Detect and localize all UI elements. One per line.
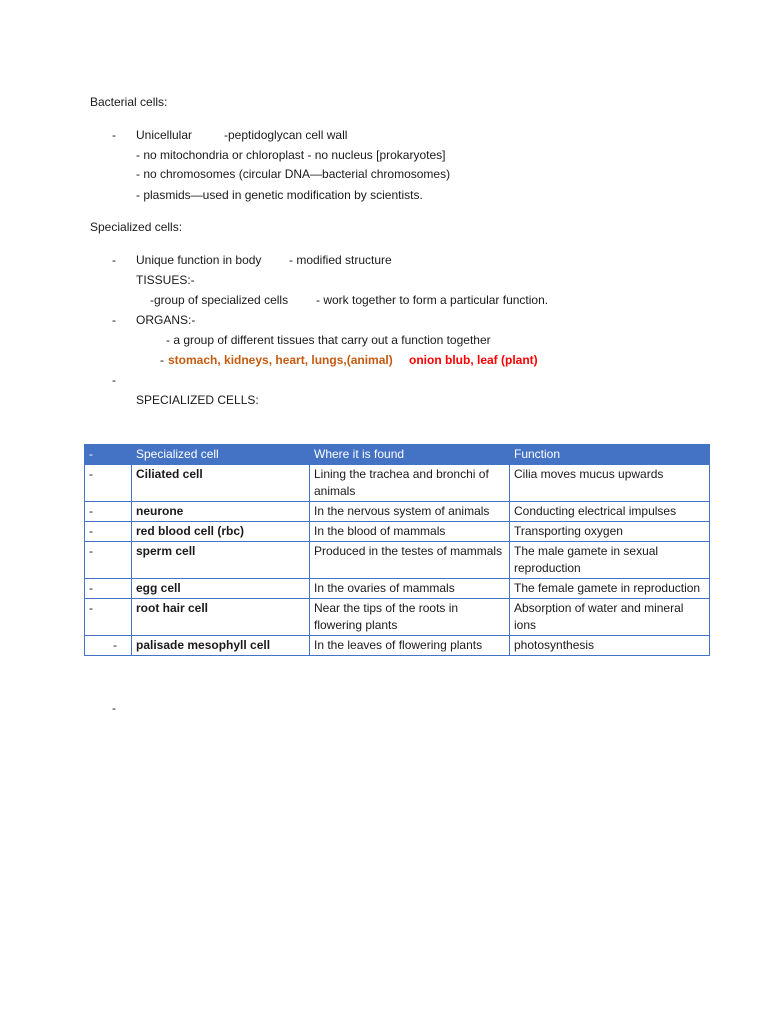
table-row [85, 579, 710, 599]
row-dash: - [85, 465, 132, 502]
table-row [85, 522, 710, 542]
bacterial-line-cell-wall: -peptidoglycan cell wall [224, 128, 348, 142]
cell-name: sperm cell [132, 542, 310, 579]
bullet-dash: - [112, 373, 116, 387]
cell-location: In the ovaries of mammals [310, 579, 510, 599]
bacterial-line-3: - no chromosomes (circular DNA—bacterial chromosomes) [136, 167, 451, 181]
row-dash: - [85, 599, 132, 636]
cell-name: palisade mesophyll cell [132, 636, 310, 656]
cell-function: Transporting oxygen [510, 522, 710, 542]
specialized-cells-label: SPECIALIZED CELLS: [136, 393, 259, 407]
organs-dash: - [160, 353, 164, 367]
bacterial-line-unicellular: Unicellular [136, 128, 193, 142]
table-row [85, 502, 710, 522]
row-dash: - [85, 579, 132, 599]
header-where-found: Where it is found [310, 445, 510, 465]
organs-plant-examples: onion blub, leaf (plant) [409, 353, 538, 367]
cell-location: Near the tips of the roots in flowering plants [310, 599, 510, 636]
bacterial-line-4: - plasmids—used in genetic modification by scientists. [136, 188, 423, 202]
organs-animal-examples: stomach, kidneys, heart, lungs,(animal) [168, 353, 393, 367]
row-dash: - [85, 636, 132, 656]
cell-function: Absorption of water and mineral ions [510, 599, 710, 636]
cell-name: root hair cell [132, 599, 310, 636]
cell-location: Produced in the testes of mammals [310, 542, 510, 579]
bacterial-heading: Bacterial cells: [90, 95, 168, 109]
specialized-cells-table [84, 444, 710, 656]
table-header-row [85, 445, 710, 465]
specialized-unique-function: Unique function in body [136, 253, 262, 267]
table-row [85, 636, 710, 656]
cell-function: photosynthesis [510, 636, 710, 656]
bullet-dash: - [112, 253, 116, 267]
cell-function: Conducting electrical impulses [510, 502, 710, 522]
cell-location: In the leaves of flowering plants [310, 636, 510, 656]
row-dash: - [85, 542, 132, 579]
cell-location: In the blood of mammals [310, 522, 510, 542]
row-dash: - [85, 522, 132, 542]
bullet-dash: - [112, 313, 116, 327]
table-row [85, 542, 710, 579]
cell-function: Cilia moves mucus upwards [510, 465, 710, 502]
specialized-modified-structure: - modified structure [289, 253, 392, 267]
table-row [85, 599, 710, 636]
trailing-dash: - [112, 701, 116, 715]
cell-name: egg cell [132, 579, 310, 599]
cell-name: Ciliated cell [132, 465, 310, 502]
tissues-label: TISSUES:- [136, 273, 195, 287]
header-dash: - [85, 445, 132, 465]
table-row [85, 465, 710, 502]
cell-name: red blood cell (rbc) [132, 522, 310, 542]
organs-description: - a group of different tissues that carry out a function together [166, 333, 491, 347]
row-dash: - [85, 502, 132, 522]
tissues-work-together: - work together to form a particular function. [316, 293, 549, 307]
tissues-group: -group of specialized cells [150, 293, 289, 307]
cell-function: The male gamete in sexual reproduction [510, 542, 710, 579]
bullet-dash: - [112, 128, 116, 142]
cell-function: The female gamete in reproduction [510, 579, 710, 599]
specialized-heading: Specialized cells: [90, 220, 183, 234]
cell-location: In the nervous system of animals [310, 502, 510, 522]
organs-label: ORGANS:- [136, 313, 196, 327]
header-specialized-cell: Specialized cell [132, 445, 310, 465]
header-function: Function [510, 445, 710, 465]
cell-location: Lining the trachea and bronchi of animals [310, 465, 510, 502]
bacterial-line-2: - no mitochondria or chloroplast - no nucleus [prokaryotes] [136, 148, 446, 162]
cell-name: neurone [132, 502, 310, 522]
